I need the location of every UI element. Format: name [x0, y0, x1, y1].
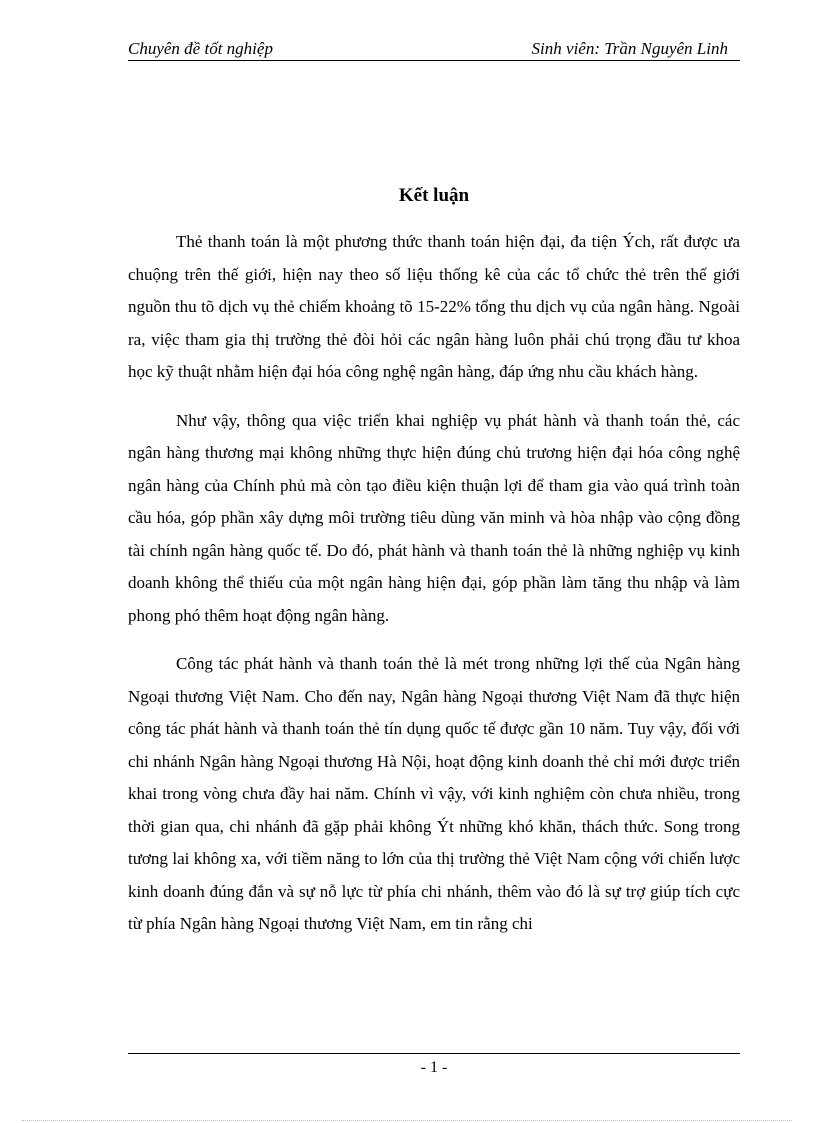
- page-footer: [128, 1053, 740, 1078]
- header-student-name: Sinh viên: Trần Nguyên Linh: [531, 39, 728, 58]
- header-document-type: Chuyên đề tốt nghiệp: [128, 39, 273, 58]
- paragraph-3: Công tác phát hành và thanh toán thẻ là mét trong những lợi thế của Ngân hàng Ngoại thương Việt Nam. Cho đến nay, Ngân hàng Ngoại thương Việt Nam đã thực hiện công tác phát hành và thanh toán thẻ tín dụng quốc tế được gần 10 năm. Tuy vậy, đối với chi nhánh Ngân hàng Ngoại thương Hà Nội, hoạt động kinh doanh thẻ chỉ mới được triển khai trong vòng chưa đầy hai năm. Chính vì vậy, với kinh nghiệm còn chưa nhiều, trong thời gian qua, chi nhánh đã gặp phải không Ýt những khó khăn, thách thức. Song trong tương lai không xa, với tiềm năng to lớn của thị trường thẻ Việt Nam cộng với chiến lược kinh doanh đúng đắn và sự nỗ lực từ phía chi nhánh, thêm vào đó là sự trợ giúp tích cực từ phía Ngân hàng Ngoại thương Việt Nam, em tin rằng chi: [128, 654, 740, 933]
- paragraph-1: Thẻ thanh toán là một phương thức thanh toán hiện đại, đa tiện Ých, rất được ưa chuộng trên thế giới, hiện nay theo số liệu thống kê của các tổ chức thẻ trên thế giới nguồn thu tõ dịch vụ thẻ chiếm khoảng tõ 15-22% tổng thu dịch vụ của ngân hàng. Ngoài ra, việc tham gia thị trường thẻ đòi hỏi các ngân hàng luôn phải chú trọng đầu tư khoa học kỹ thuật nhằm hiện đại hóa công nghệ ngân hàng, đáp ứng nhu cầu khách hàng.: [128, 232, 740, 381]
- page-bottom-divider: [22, 1120, 792, 1121]
- page-header: [128, 38, 740, 61]
- paragraph-2: Như vậy, thông qua việc triển khai nghiệp vụ phát hành và thanh toán thẻ, các ngân hàng thương mại không những thực hiện đúng chủ trương hiện đại hóa công nghệ ngân hàng của Chính phủ mà còn tạo điều kiện thuận lợi để tham gia vào quá trình toàn cầu hóa, góp phần xây dựng môi trường tiêu dùng văn minh và hòa nhập vào cộng đồng tài chính ngân hàng quốc tế. Do đó, phát hành và thanh toán thẻ là những nghiệp vụ kinh doanh không thể thiếu của một ngân hàng hiện đại, góp phần làm tăng thu nhập và làm phong phó thêm hoạt động ngân hàng.: [128, 410, 740, 625]
- body-text: [128, 226, 740, 957]
- page-number: - 1 -: [420, 1059, 448, 1076]
- page-title: Kết luận: [398, 185, 470, 206]
